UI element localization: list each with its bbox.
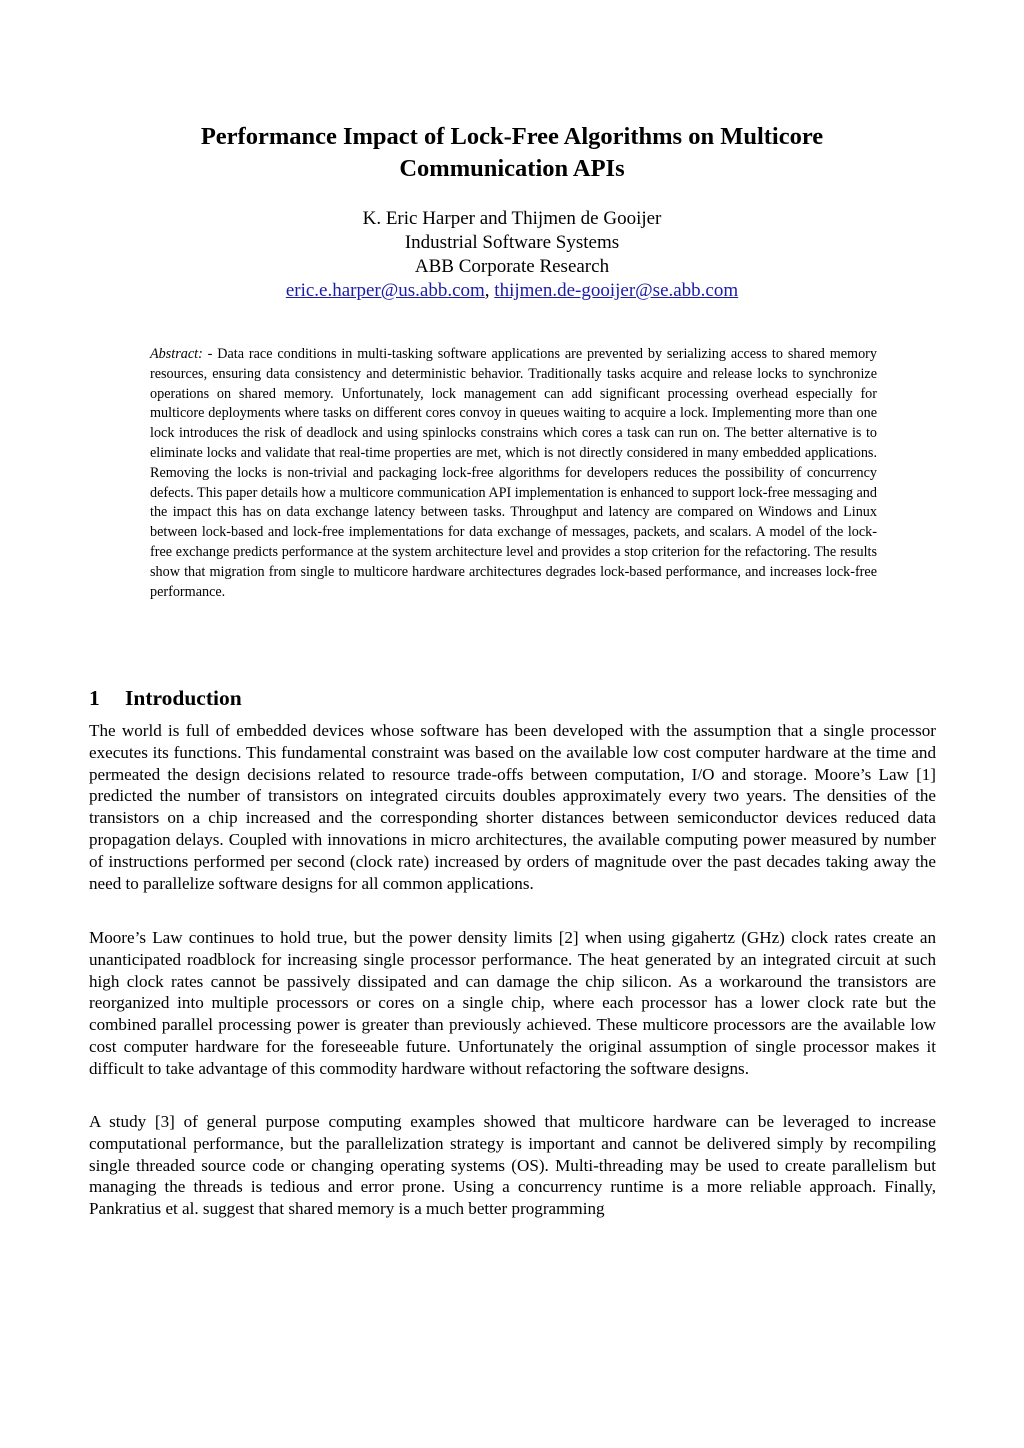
section-title: Introduction: [125, 686, 242, 710]
email-link-harper[interactable]: eric.e.harper@us.abb.com: [285, 280, 485, 301]
paper-title-line-1: Performance Impact of Lock-Free Algorithms on Multicore: [200, 123, 824, 150]
paragraph: A study [3] of general purpose computing examples showed that multicore hardware can be leveraged to increase computational performance, but the parallelization strategy is important and cannot be delivered simply by recompiling single threaded source code or changing operating systems (OS). Multi-threading may be used to create parallelism but managing the threads is tedious and error prone. Using a concurrency runtime is a more reliable approach. Finally, Pankratius et al. suggest that shared memory is a much better programming: [89, 1112, 936, 1219]
author-block: [100, 207, 924, 303]
paragraph: The world is full of embedded devices whose software has been developed with the assumption that a single processor executes its functions. This fundamental constraint was based on the available low cost computer hardware at the time and permeated the design decisions related to resource trade-offs between computation, I/O and storage. Moore’s Law [1] predicted the number of transistors on integrated circuits doubles approximately every two years. The densities of the transistors on a chip increased and the corresponding shorter distances between semiconductor devices reduced data propagation delays. Coupled with innovations in micro architectures, the available computing power measured by number of instructions performed per second (clock rate) increased by orders of magnitude over the past decades taking away the need to parallelize software designs for all common applications.: [89, 721, 936, 893]
section-heading-introduction: [89, 684, 242, 712]
paragraph: Moore’s Law continues to hold true, but the power density limits [2] when using gigahertz (GHz) clock rates create an unanticipated roadblock for increasing single processor performance. The heat generated by an integrated circuit at such high clock rates cannot be passively dissipated and can damage the chip silicon. As a workaround the transistors are reorganized into multiple processors or cores on a single chip, where each processor has a lower clock rate but the combined parallel processing power is greater than previously achieved. These multicore processors are the available low cost computer hardware for the foreseeable future. Unfortunately the original assumption of single processor makes it difficult to take advantage of this commodity hardware without refactoring the software designs.: [89, 928, 936, 1078]
abstract-label: Abstract:: [150, 346, 203, 362]
email-separator: ,: [484, 280, 495, 301]
abstract-text: - Data race conditions in multi-tasking software applications are prevented by serializing access to shared memory resources, ensuring data consistency and deterministic behavior. Traditionally tasks acquire and release locks to synchronize operations on shared memory. Unfortunately, lock management can add significant processing overhead especially for multicore deployments where tasks on different cores convoy in queues waiting to acquire a lock. Implementing more than one lock introduces the risk of deadlock and using spinlocks constrains which cores a task can run on. The better alternative is to eliminate locks and validate that real-time properties are met, which is not directly considered in many embedded applications. Removing the locks is non-trivial and packaging lock-free algorithms for developers reduces the possibility of concurrency defects. This paper details how a multicore communication API implementation is enhanced to support lock-free messaging and the impact this has on data exchange latency between tasks. Throughput and latency are compared on Windows and Linux between lock-based and lock-free implementations for data exchange of messages, packets, and scalars. A model of the lock-free exchange predicts performance at the system architecture level and provides a stop criterion for the refactoring. The results show that migration from single to multicore hardware architectures degrades lock-based performance, and increases lock-free performance.: [150, 346, 877, 600]
section-number: 1: [89, 686, 100, 710]
affiliation-organization: ABB Corporate Research: [414, 256, 610, 277]
abstract: [150, 345, 877, 602]
author-emails: [100, 279, 924, 303]
paper-title: [100, 121, 924, 185]
paper-title-line-2: Communication APIs: [399, 155, 625, 182]
author-names: K. Eric Harper and Thijmen de Gooijer: [362, 208, 662, 229]
affiliation-department: Industrial Software Systems: [404, 232, 620, 253]
email-link-de-gooijer[interactable]: thijmen.de-gooijer@se.abb.com: [494, 280, 739, 301]
